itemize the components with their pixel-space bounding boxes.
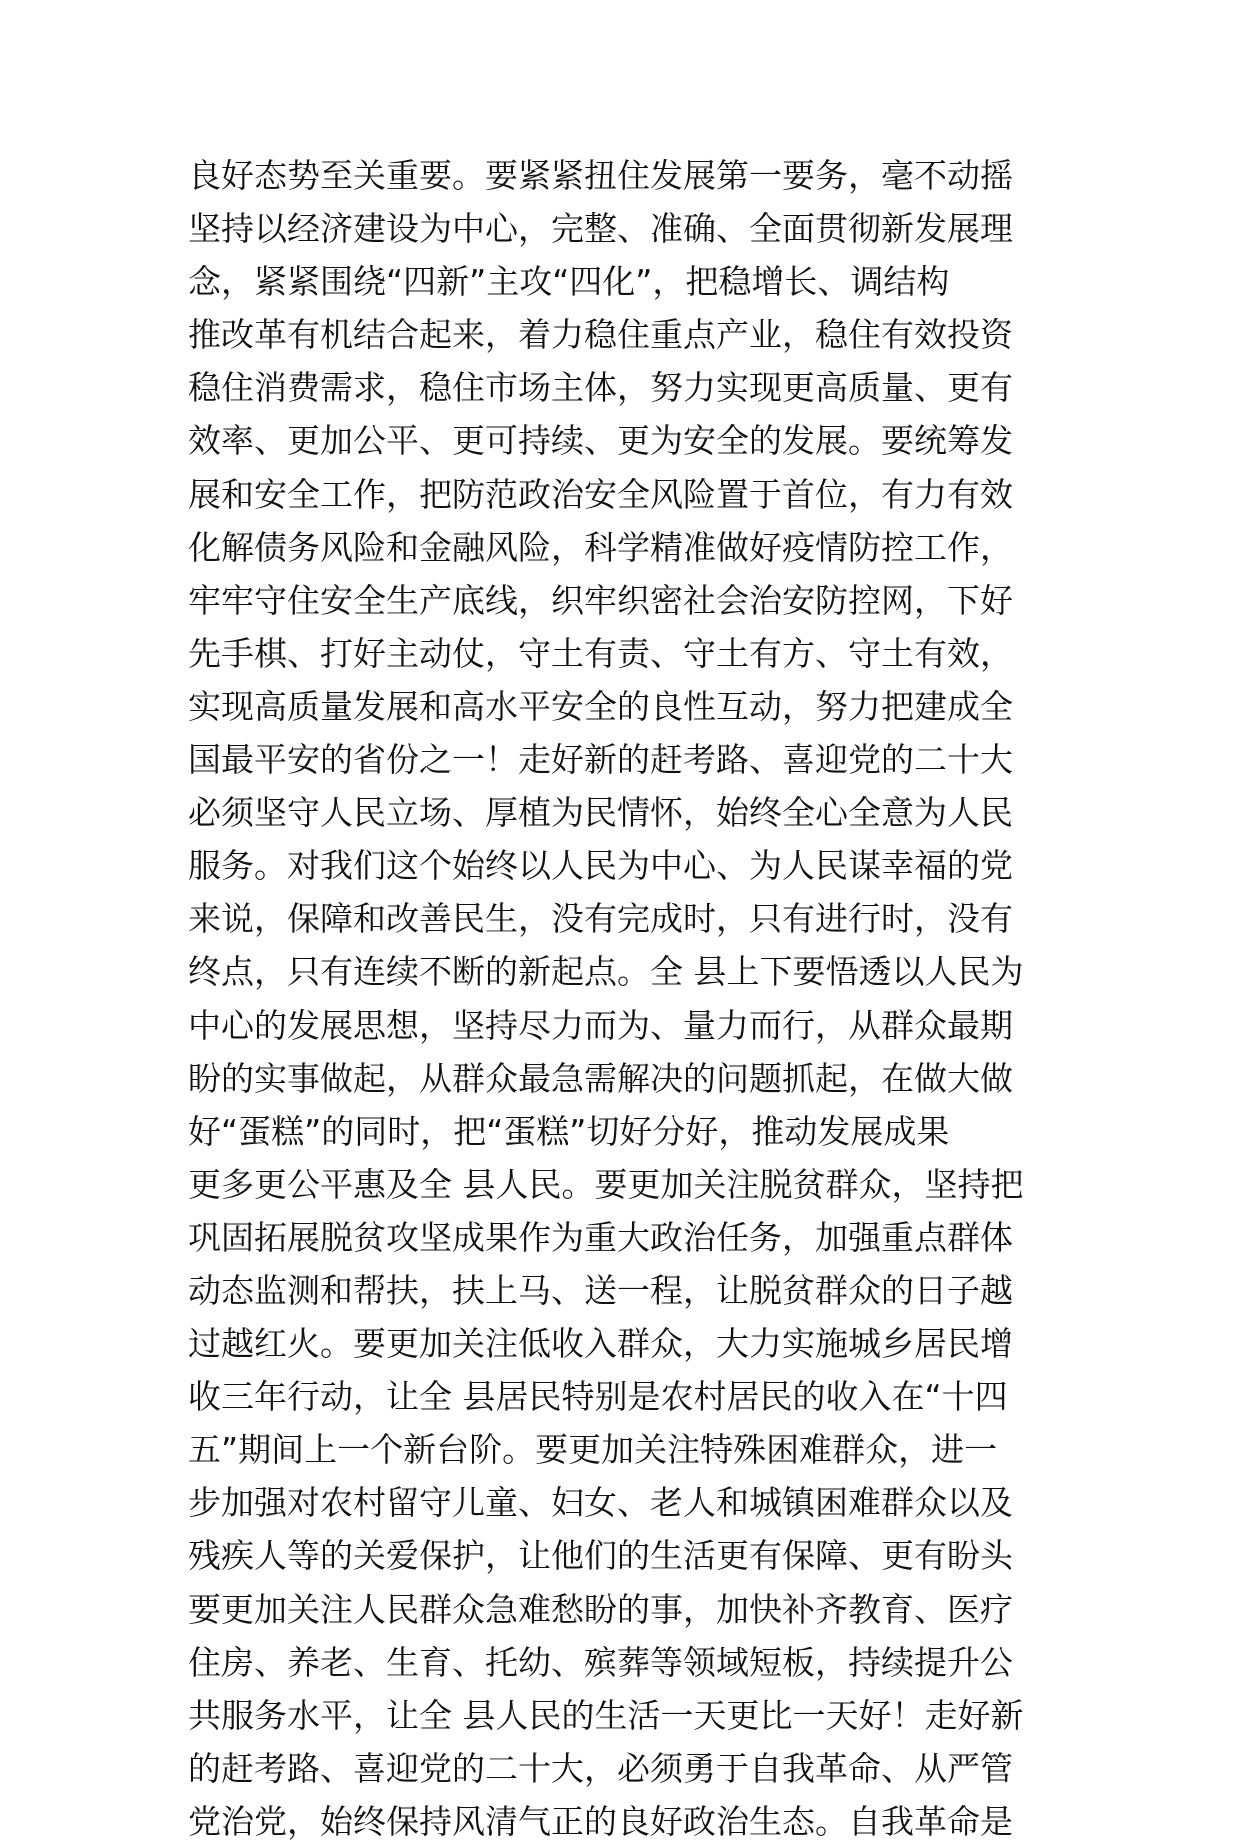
text-line: 展和安全工作，把防范政治安全风险置于首位，有力有效 (188, 474, 1013, 514)
text-line: 收三年行动，让全 县居民特别是农村居民的收入在“十四 (188, 1377, 1008, 1417)
text-line: 残疾人等的关爱保护，让他们的生活更有保障、更有盼头 (188, 1536, 1013, 1576)
text-line: 巩固拓展脱贫攻坚成果作为重大政治任务，加强重点群体 (188, 1217, 1013, 1257)
text-line: 五”期间上一个新台阶。要更加关注特殊困难群众，进一 (188, 1430, 998, 1470)
text-line: 稳住消费需求，稳住市场主体，努力实现更高质量、更有 (188, 368, 1013, 408)
body-text (188, 149, 1068, 1848)
text-line: 来说，保障和改善民生，没有完成时，只有进行时，没有 (188, 899, 1013, 939)
text-line: 必须坚守人民立场、厚植为民情怀，始终全心全意为人民 (188, 793, 1013, 833)
text-line: 效率、更加公平、更可持续、更为安全的发展。要统筹发 (188, 421, 1013, 461)
text-line: 推改革有机结合起来，着力稳住重点产业，稳住有效投资 (188, 315, 1013, 355)
text-line: 盼的实事做起，从群众最急需解决的问题抓起，在做大做 (188, 1058, 1013, 1098)
text-line: 住房、养老、生育、托幼、殡葬等领域短板，持续提升公 (188, 1642, 1013, 1682)
text-line: 先手棋、打好主动仗，守土有责、守土有方、守土有效， (188, 633, 1013, 673)
text-line: 共服务水平，让全 县人民的生活一天更比一天好！走好新 (188, 1695, 1024, 1735)
text-line: 实现高质量发展和高水平安全的良性互动，努力把建成全 (188, 686, 1013, 726)
text-line: 中心的发展思想，坚持尽力而为、量力而行，从群众最期 (188, 1005, 1013, 1045)
text-line: 终点，只有连续不断的新起点。全 县上下要悟透以人民为 (188, 952, 1024, 992)
text-line: 服务。对我们这个始终以人民为中心、为人民谋幸福的党 (188, 846, 1013, 886)
text-line: 化解债务风险和金融风险，科学精准做好疫情防控工作， (188, 527, 1013, 567)
text-line: 更多更公平惠及全 县人民。要更加关注脱贫群众，坚持把 (188, 1164, 1024, 1204)
text-line: 好“蛋糕”的同时，把“蛋糕”切好分好，推动发展成果 (188, 1111, 950, 1151)
text-line: 的赶考路、喜迎党的二十大，必须勇于自我革命、从严管 (188, 1748, 1013, 1788)
text-line: 要更加关注人民群众急难愁盼的事，加快补齐教育、医疗 (188, 1589, 1013, 1629)
text-line: 党治党，始终保持风清气正的良好政治生态。自我革命是 (188, 1801, 1013, 1841)
text-line: 坚持以经济建设为中心，完整、准确、全面贯彻新发展理 (188, 209, 1013, 249)
text-line: 国最平安的省份之一！走好新的赶考路、喜迎党的二十大 (188, 740, 1013, 780)
text-line: 良好态势至关重要。要紧紧扭住发展第一要务，毫不动摇 (188, 156, 1013, 195)
text-line: 步加强对农村留守儿童、妇女、老人和城镇困难群众以及 (188, 1483, 1013, 1523)
text-line: 过越红火。要更加关注低收入群众，大力实施城乡居民增 (188, 1324, 1013, 1364)
text-line: 牢牢守住安全生产底线，织牢织密社会治安防控网，下好 (188, 580, 1013, 620)
text-line: 动态监测和帮扶，扶上马、送一程，让脱贫群众的日子越 (188, 1270, 1013, 1310)
text-line: 念，紧紧围绕“四新”主攻“四化”，把稳增长、调结构 (188, 262, 950, 302)
